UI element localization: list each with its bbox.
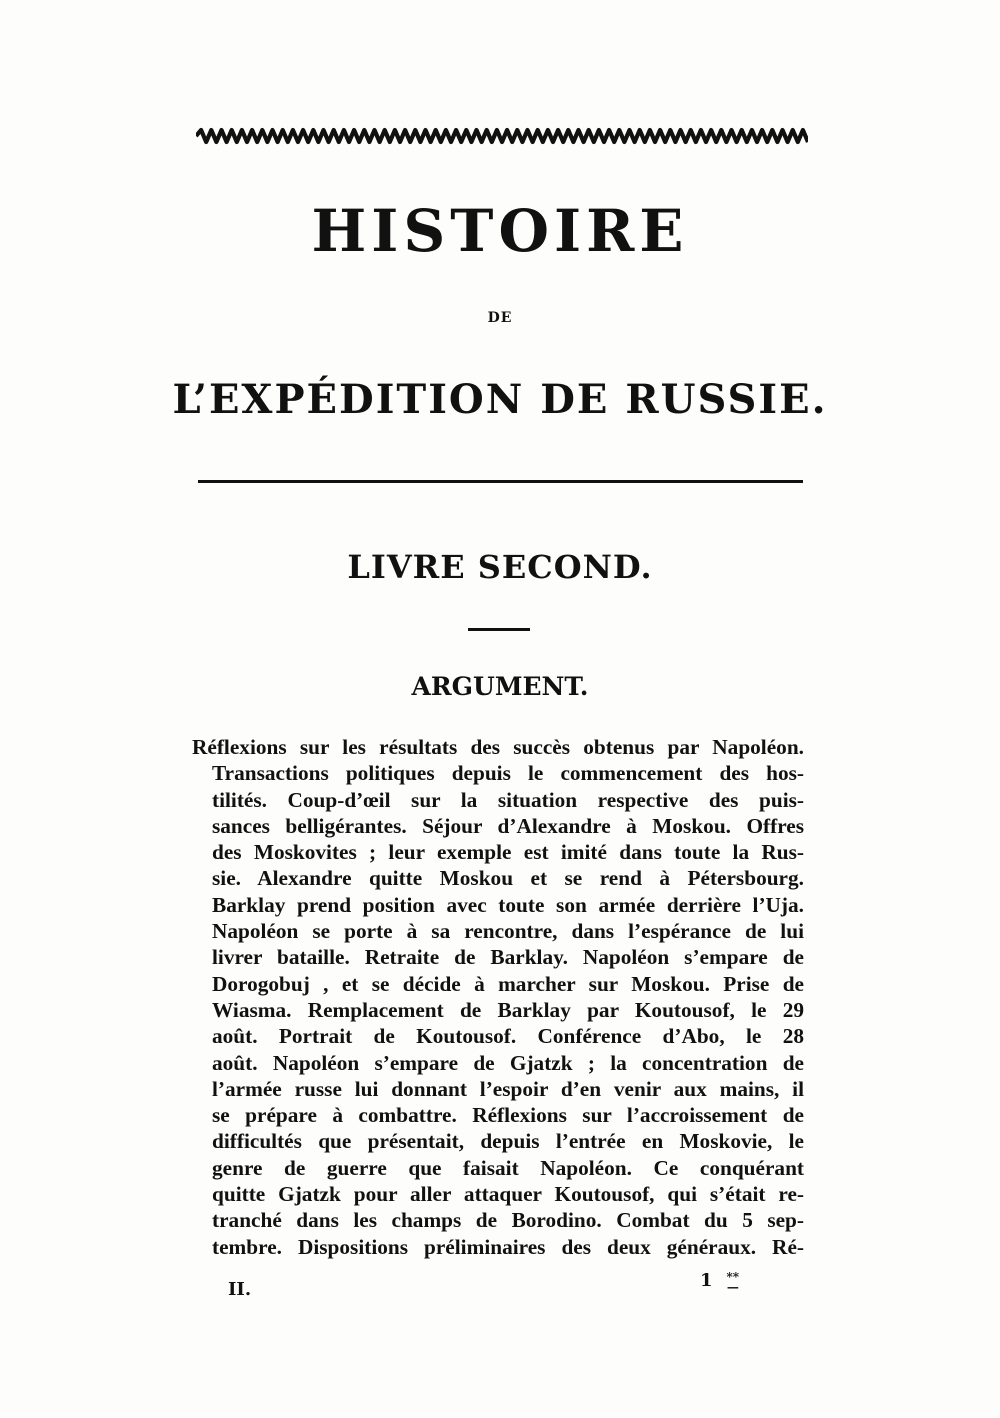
argument-line: Napoléon se porte à sa rencontre, dans l’espérance de lui — [212, 919, 804, 944]
argument-line: Réflexions sur les résultats des succès obtenus par Napoléon. — [192, 735, 804, 759]
argument-line: tembre. Dispositions préliminaires des deux généraux. Ré- — [212, 1234, 804, 1259]
argument-line: Barklay prend position avec toute son armée derrière l’Uja. — [212, 892, 804, 917]
ornamental-wave-rule — [196, 126, 808, 146]
argument-line: tranché dans les champs de Borodino. Combat du 5 sep- — [212, 1208, 804, 1233]
argument-line: Transactions politiques depuis le commencement des hos- — [212, 761, 804, 786]
argument-line: sie. Alexandre quitte Moskou et se rend à Pétersbourg. — [212, 866, 804, 891]
argument-line: se prépare à combattre. Réflexions sur l’accroissement de — [212, 1103, 804, 1128]
argument-line: l’armée russe lui donnant l’espoir d’en venir aux mains, il — [212, 1076, 804, 1101]
ornament-wave-path — [196, 130, 808, 142]
argument-line: sances belligérantes. Séjour d’Alexandre à Moskou. Offres — [212, 813, 804, 838]
argument-line: Dorogobuj , et se décide à marcher sur Moskou. Prise de — [212, 971, 804, 996]
gathering-dash: — — [726, 1280, 739, 1294]
book-title: HISTOIRE — [311, 197, 689, 265]
argument-line: difficultés que présentait, depuis l’entrée en Moskovie, le — [212, 1129, 804, 1154]
book-heading: LIVRE SECOND. — [347, 548, 653, 586]
section-divider — [198, 480, 803, 483]
argument-line: tilités. Coup-d’œil sur la situation respective des puis- — [212, 787, 804, 812]
argument-line: août. Portrait de Koutousof. Conférence d’Abo, le 28 — [212, 1024, 804, 1049]
argument-heading: ARGUMENT. — [411, 672, 589, 701]
argument-line: des Moskovites ; leur exemple est imité dans toute la Rus- — [212, 840, 804, 865]
gathering-stars: ** — [726, 1270, 740, 1284]
title-connector: DE — [487, 310, 513, 326]
argument-line: août. Napoléon s’empare de Gjatzk ; la concentration de — [212, 1050, 804, 1075]
argument-line: quitte Gjatzk pour aller attaquer Koutousof, qui s’était re- — [212, 1182, 804, 1207]
volume-signature: II. — [228, 1279, 252, 1300]
book-subtitle: L’EXPÉDITION DE RUSSIE. — [172, 376, 828, 423]
gathering-signature — [700, 1272, 739, 1292]
gathering-marks — [727, 1272, 740, 1292]
short-divider — [468, 628, 530, 631]
gathering-number: 1 — [700, 1270, 713, 1291]
argument-paragraph — [192, 734, 804, 1260]
argument-line: livrer bataille. Retraite de Barklay. Napoléon s’empare de — [212, 945, 804, 970]
argument-line: Wiasma. Remplacement de Barklay par Koutousof, le 29 — [212, 997, 804, 1022]
argument-line: genre de guerre que faisait Napoléon. Ce conquérant — [212, 1155, 804, 1180]
